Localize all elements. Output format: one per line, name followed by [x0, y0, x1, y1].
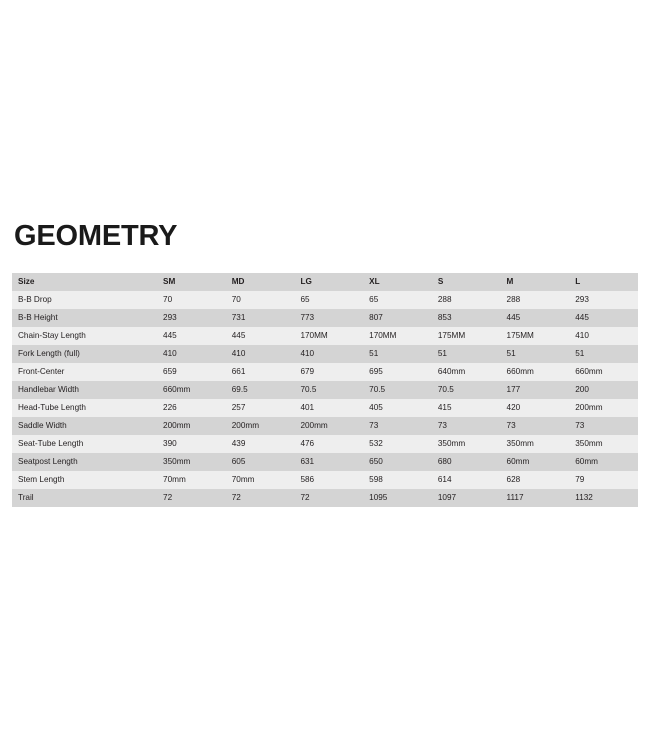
cell: 1095: [369, 493, 388, 503]
cell: 350mm: [437, 439, 466, 449]
cell: 350mm: [163, 457, 191, 467]
row-label: Saddle Width: [18, 421, 67, 431]
cell: 401: [300, 403, 315, 413]
cell: 660mm: [575, 367, 603, 377]
cell: 605: [231, 457, 246, 467]
geometry-table: [12, 273, 638, 507]
cell: 70: [231, 295, 241, 305]
column-header-s: S: [437, 277, 444, 287]
row-label: Handlebar Width: [18, 385, 79, 395]
cell: 70.5: [300, 385, 317, 395]
cell: 200mm: [163, 421, 191, 431]
column-header-l: L: [575, 277, 581, 287]
cell: 293: [163, 313, 177, 323]
cell: 650: [369, 457, 383, 467]
cell: 70mm: [163, 475, 186, 485]
table-row: [12, 489, 638, 507]
cell: 60mm: [506, 457, 530, 467]
cell: 659: [163, 367, 177, 377]
cell: 445: [575, 313, 589, 323]
cell: 73: [437, 421, 447, 431]
cell: 680: [437, 457, 452, 467]
cell: 532: [369, 439, 383, 449]
column-header-m: M: [506, 277, 514, 287]
table-row: [12, 309, 638, 327]
column-header-xl: XL: [369, 277, 380, 287]
cell: 410: [300, 349, 315, 359]
cell: 51: [506, 349, 516, 359]
cell: 70.5: [369, 385, 386, 395]
cell: 410: [163, 349, 177, 359]
cell: 69.5: [231, 385, 248, 395]
cell: 445: [506, 313, 521, 323]
cell: 1117: [506, 493, 524, 503]
cell: 445: [163, 331, 177, 341]
cell: 200mm: [300, 421, 328, 431]
column-header-lg: LG: [300, 277, 312, 287]
column-header-md: MD: [231, 277, 245, 287]
table-row: [12, 363, 638, 381]
table-row: [12, 381, 638, 399]
cell: 586: [300, 475, 315, 485]
row-label: Fork Length (full): [18, 349, 80, 359]
cell: 200mm: [575, 403, 603, 413]
cell: 598: [369, 475, 383, 485]
cell: 439: [231, 439, 246, 449]
cell: 628: [506, 475, 521, 485]
cell: 170MM: [369, 331, 397, 341]
table-row: [12, 399, 638, 417]
table-row: [12, 417, 638, 435]
cell: 350mm: [575, 439, 603, 449]
cell: 70mm: [231, 475, 255, 485]
cell: 175MM: [437, 331, 466, 341]
cell: 410: [231, 349, 246, 359]
cell: 72: [231, 493, 241, 503]
cell: 175MM: [506, 331, 534, 341]
cell: 257: [231, 403, 246, 413]
cell: 614: [437, 475, 452, 485]
table-row: [12, 291, 638, 309]
cell: 415: [437, 403, 452, 413]
cell: 410: [575, 331, 589, 341]
table-row: [12, 435, 638, 453]
row-label: Front-Center: [18, 367, 65, 377]
table-row: [12, 327, 638, 345]
cell: 660mm: [163, 385, 191, 395]
cell: 807: [369, 313, 383, 323]
cell: 660mm: [506, 367, 534, 377]
cell: 288: [437, 295, 452, 305]
cell: 65: [300, 295, 310, 305]
cell: 70.5: [437, 385, 454, 395]
cell: 420: [506, 403, 521, 413]
cell: 200mm: [231, 421, 260, 431]
row-label: B-B Drop: [18, 295, 52, 305]
table-row: [12, 345, 638, 363]
row-label: Seat-Tube Length: [18, 439, 84, 449]
cell: 476: [300, 439, 315, 449]
row-label: Trail: [18, 493, 34, 503]
cell: 72: [300, 493, 310, 503]
cell: 731: [231, 313, 246, 323]
row-label: B-B Height: [18, 313, 58, 323]
cell: 79: [575, 475, 585, 485]
cell: 72: [163, 493, 173, 503]
row-label: Head-Tube Length: [18, 403, 86, 413]
cell: 695: [369, 367, 383, 377]
cell: 445: [231, 331, 246, 341]
cell: 51: [575, 349, 585, 359]
table-body: [12, 291, 638, 507]
cell: 65: [369, 295, 379, 305]
geometry-section: [12, 222, 638, 507]
row-label: Stem Length: [18, 475, 65, 485]
column-header-size: Size: [18, 277, 35, 287]
cell: 51: [437, 349, 447, 359]
row-label: Seatpost Length: [18, 457, 78, 467]
cell: 773: [300, 313, 315, 323]
cell: 288: [506, 295, 521, 305]
cell: 1132: [575, 493, 593, 503]
cell: 350mm: [506, 439, 534, 449]
cell: 1097: [437, 493, 457, 503]
cell: 200: [575, 385, 589, 395]
cell: 70: [163, 295, 173, 305]
cell: 170MM: [300, 331, 328, 341]
table-header-row: [12, 273, 638, 291]
cell: 631: [300, 457, 315, 467]
cell: 226: [163, 403, 177, 413]
cell: 293: [575, 295, 589, 305]
cell: 640mm: [437, 367, 466, 377]
row-label: Chain-Stay Length: [18, 331, 86, 341]
cell: 390: [163, 439, 177, 449]
cell: 51: [369, 349, 379, 359]
cell: 661: [231, 367, 246, 377]
page-title: GEOMETRY: [14, 220, 178, 252]
cell: 177: [506, 385, 521, 395]
cell: 73: [506, 421, 516, 431]
cell: 73: [369, 421, 379, 431]
cell: 679: [300, 367, 315, 377]
cell: 60mm: [575, 457, 598, 467]
cell: 853: [437, 313, 452, 323]
table-header: [12, 273, 638, 291]
cell: 73: [575, 421, 585, 431]
table-row: [12, 471, 638, 489]
cell: 405: [369, 403, 383, 413]
column-header-sm: SM: [163, 277, 176, 287]
table-row: [12, 453, 638, 471]
